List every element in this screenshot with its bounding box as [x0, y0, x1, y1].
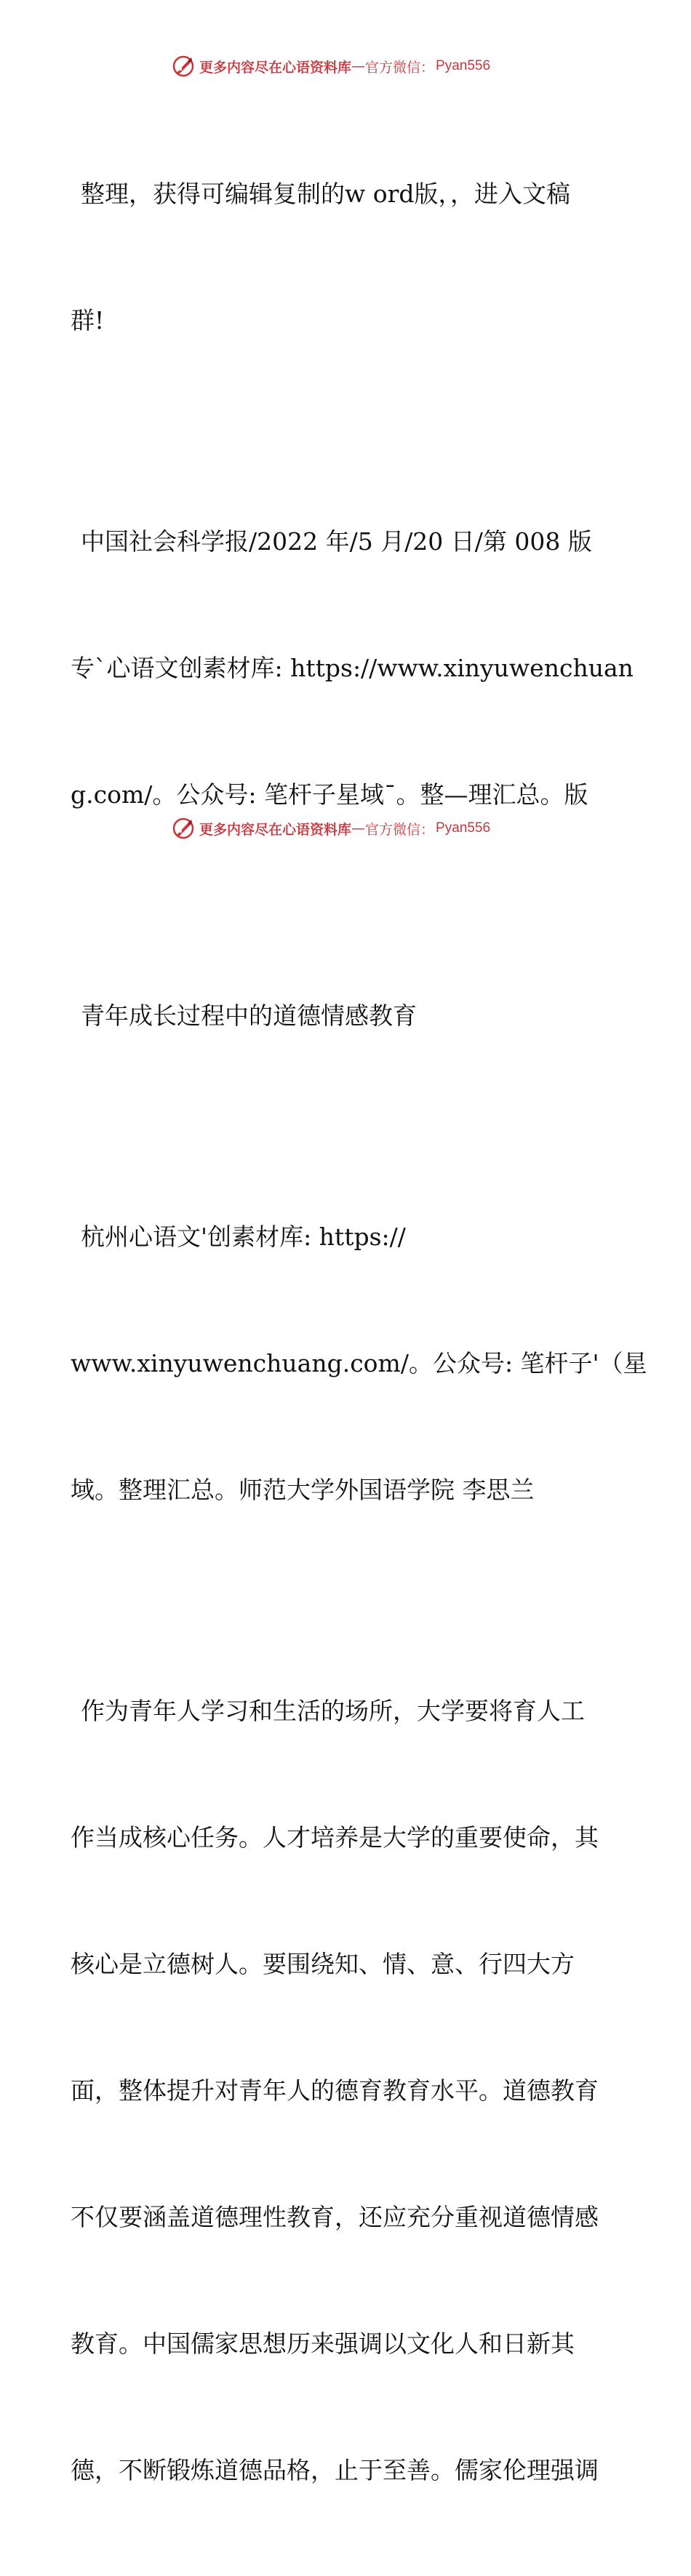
banner-text: 更多内容尽在心语资料库: [199, 821, 352, 838]
author-paragraph: [71, 1132, 647, 1596]
text-line: 不仅要涵盖道德理性教育，还应充分重视道德情感: [71, 2203, 599, 2231]
text-line: 群!: [71, 306, 105, 335]
banner-dash: —: [351, 58, 366, 74]
text-line: 域。整理汇总。师范大学外国语学院 李思兰: [71, 1476, 535, 1504]
text-line: 面，整体提升对青年人的德育教育水平。道德教育: [71, 2076, 599, 2105]
text-line: www.xinyuwenchuang.com/。公众号: 笔杆子'（星: [71, 1349, 647, 1377]
header-banner: [172, 54, 521, 79]
text-line: 专`心语文创素材库: https://www.xinyuwenchuan: [71, 654, 634, 682]
document-body: [71, 89, 647, 2576]
text-line: 作当成核心任务。人才培养是大学的重要使命，其: [71, 1823, 599, 1852]
text-line: g.com/。公众号: 笔杆子星域¯。整—理汇总。版: [71, 780, 588, 809]
text-line: 教育。中国儒家思想历来强调以文化人和日新其: [71, 2329, 575, 2358]
text-line: 杭州心语文'创素材库: https://: [81, 1223, 406, 1251]
text-line: 中国社会科学报/2022 年/5 月/20 日/第 008 版: [81, 527, 592, 556]
intro-paragraph: [71, 89, 623, 426]
article-title: [71, 911, 623, 1121]
text-line: 作为青年人学习和生活的场所，大学要将育人工: [81, 1697, 585, 1725]
banner-wechat-id: Pyan556: [436, 58, 491, 73]
banner-dash: —: [351, 820, 366, 836]
text-line: 整理，获得可编辑复制的w ord版，，进入文稿: [81, 180, 571, 208]
quill-logo-icon: [172, 817, 195, 840]
banner-subtext: 官方微信：: [365, 821, 435, 838]
banner-subtext: 官方微信：: [365, 59, 435, 76]
text-line: 德，不断锻炼道德品格，止于至善。儒家伦理强调: [71, 2456, 599, 2484]
text-line: 青年成长过程中的道德情感教育: [81, 1001, 417, 1030]
footer-banner: [172, 816, 521, 841]
banner-wechat-id: Pyan556: [436, 820, 491, 836]
text-line: 核心是立德树人。要围绕知、情、意、行四大方: [71, 1950, 575, 1978]
banner-text: 更多内容尽在心语资料库: [199, 59, 352, 76]
quill-logo-icon: [172, 55, 195, 78]
body-paragraph: [71, 1606, 623, 2576]
